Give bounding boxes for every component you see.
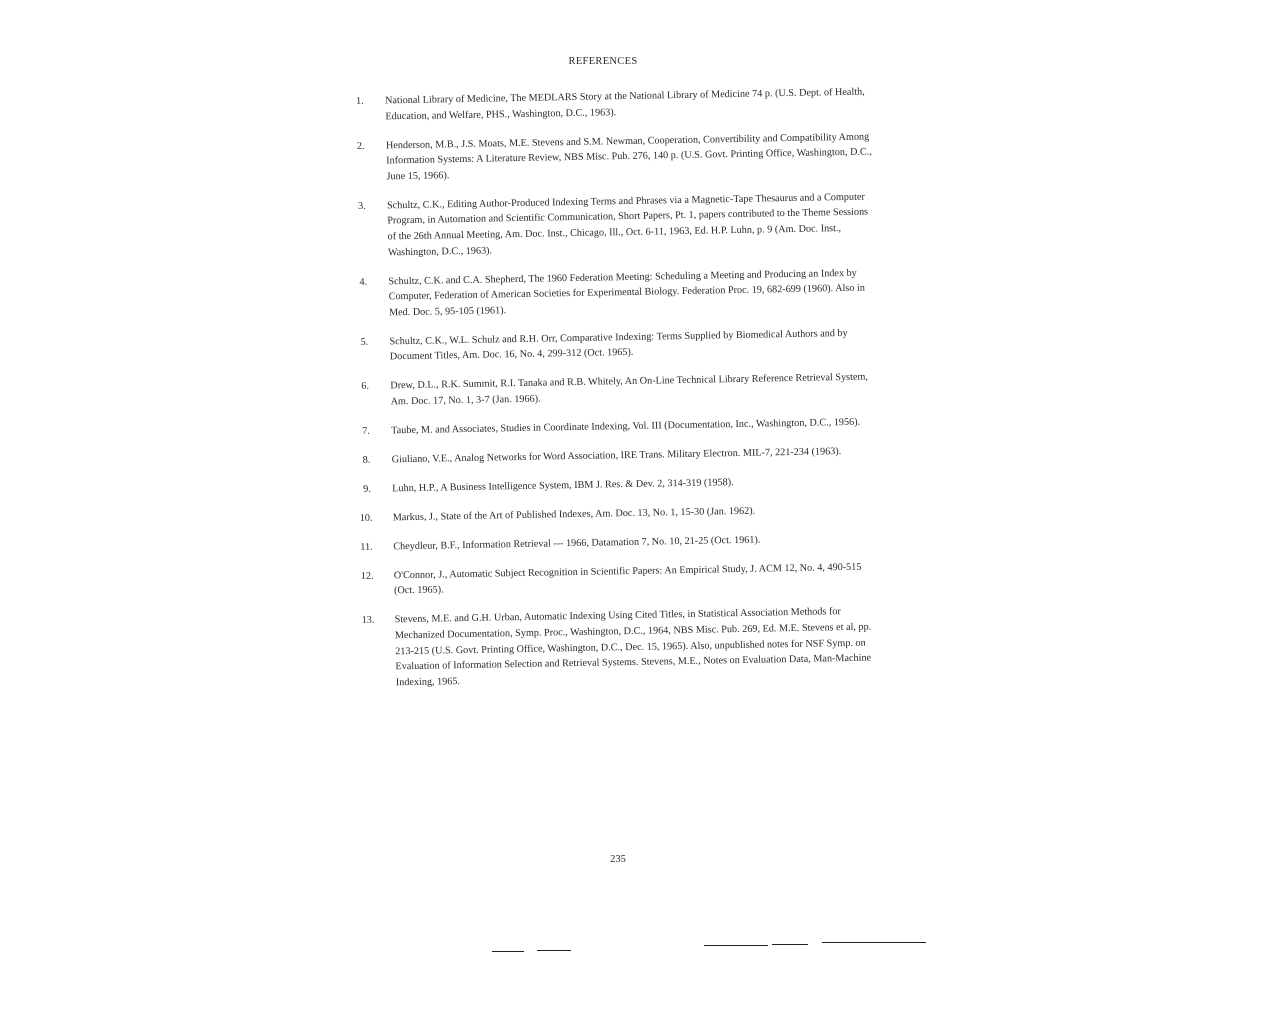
reference-number: 12. [360, 570, 374, 582]
reference-item [352, 84, 872, 125]
reference-item [353, 129, 874, 185]
reference-item [358, 414, 878, 439]
reference-text: O'Connor, J., Automatic Subject Recognition in Scientific Papers: An Empirical Study, J. ACM 12, No. 4, 490-515 (Oct. 1965). [393, 561, 862, 597]
reference-number: 9. [363, 483, 371, 495]
reference-text: Schultz, C.K. and C.A. Shepherd, The 1960 Federation Meeting: Scheduling a Meeting and Producing an Index by Computer, Federation of American Societies for Experimental Biology. Federation Proc. 19, 682-699 (1960). Also in Med. Doc. 5, 95-105 (1961). [388, 267, 865, 319]
bottom-rule-line [537, 950, 571, 951]
reference-item [362, 604, 883, 691]
reference-item [354, 189, 875, 261]
reference-item [357, 370, 877, 411]
reference-item [359, 443, 879, 468]
reference-number: 2. [356, 140, 365, 152]
reference-text: Cheydleur, B.F., Information Retrieval --- 1966, Datamation 7, No. 10, 21-25 (Oct. 1961). [393, 534, 761, 553]
reference-text: Henderson, M.B., J.S. Moats, M.E. Stevens and S.M. Newman, Cooperation, Convertibility and Compatibility Among Information Systems: A Literature Review, NBS Misc. Pub. 276, 140 p. (U.S. Govt. Printing Office, Washington, D.C., June 15, 1966). [385, 131, 872, 183]
reference-text: Schultz, C.K., Editing Author-Produced Indexing Terms and Phrases via a Magnetic-Tape Thesaurus and a Computer Program, in Automation and Scientific Communication, Short Papers, Pt. 1, papers contributed to the Theme Sessions of the 26th Annual Meeting, Am. Doc. Inst., Chicago, Ill., Oct. 6-11, 1963, Ed. H.P. Luhn, p. 9 (Am. Doc. Inst., Washington, D.C., 1963). [386, 191, 869, 258]
reference-item [359, 472, 879, 497]
reference-text: Drew, D.L., R.K. Summit, R.I. Tanaka and R.B. Whitely, An On-Line Technical Library Reference Retrieval System, Am. Doc. 17, No. 1, 3-7 (Jan. 1966). [390, 371, 869, 408]
reference-number: 13. [361, 615, 375, 627]
reference-text: Taube, M. and Associates, Studies in Coordinate Indexing, Vol. III (Documentation, Inc., Washington, D.C., 1956). [391, 416, 861, 437]
reference-number: 4. [359, 276, 368, 288]
reference-number: 3. [357, 200, 366, 212]
bottom-rule-line [822, 942, 926, 943]
reference-text: Luhn, H.P., A Business Intelligence System, IBM J. Res. & Dev. 2, 314-319 (1958). [392, 476, 734, 495]
reference-text: Giuliano, V.E., Analog Networks for Word Association, IRE Trans. Military Electron. MIL-7, 221-234 (1963). [391, 445, 842, 466]
reference-number: 6. [361, 381, 370, 393]
page-number: 235 [610, 854, 626, 865]
reference-text: National Library of Medicine, The MEDLARS Story at the National Library of Medicine 74 p. (U.S. Dept. of Health, Education, and Welfare, PHS., Washington, D.C., 1963). [385, 86, 865, 122]
reference-text: Schultz, C.K., W.L. Schulz and R.H. Orr, Comparative Indexing: Terms Supplied by Biomedical Authors and by Document Titles, Am. Doc. 16, No. 4, 299-312 (Oct. 1965). [389, 327, 848, 363]
reference-text: Markus, J., State of the Art of Published Indexes, Am. Doc. 13, No. 1, 15-30 (Jan. 1962). [392, 505, 756, 524]
bottom-rule-line [704, 945, 768, 946]
reference-number: 10. [359, 512, 373, 524]
reference-number: 1. [356, 95, 364, 107]
page-title: REFERENCES [568, 56, 638, 67]
reference-number: 7. [362, 425, 370, 437]
reference-item [356, 325, 876, 366]
reference-number: 8. [362, 454, 371, 466]
reference-item [355, 265, 876, 321]
bottom-rule-line [492, 951, 524, 952]
reference-text: Stevens, M.E. and G.H. Urban, Automatic Indexing Using Cited Titles, in Statistical Association Methods for Mechanized Documentation, Symp. Proc., Washington, D.C., 1964, NBS Misc. Pub. 269, Ed. M.E. Stevens et al, pp. 213-215 (U.S. Govt. Printing Office, Washington, D.C., Dec. 15, 1965). Also, unpublished notes for NSF Symp. on Evaluation of Information Selection and Retrieval Systems. Stevens, M.E., Notes on Evaluation Data, Man-Machine Indexing, 1965. [394, 606, 872, 689]
reference-number: 11. [360, 541, 373, 553]
reference-item [360, 530, 880, 555]
reference-list [352, 84, 883, 704]
reference-item [361, 559, 881, 600]
bottom-rule-line [772, 944, 808, 945]
reference-number: 5. [360, 336, 369, 348]
reference-item [360, 501, 880, 526]
